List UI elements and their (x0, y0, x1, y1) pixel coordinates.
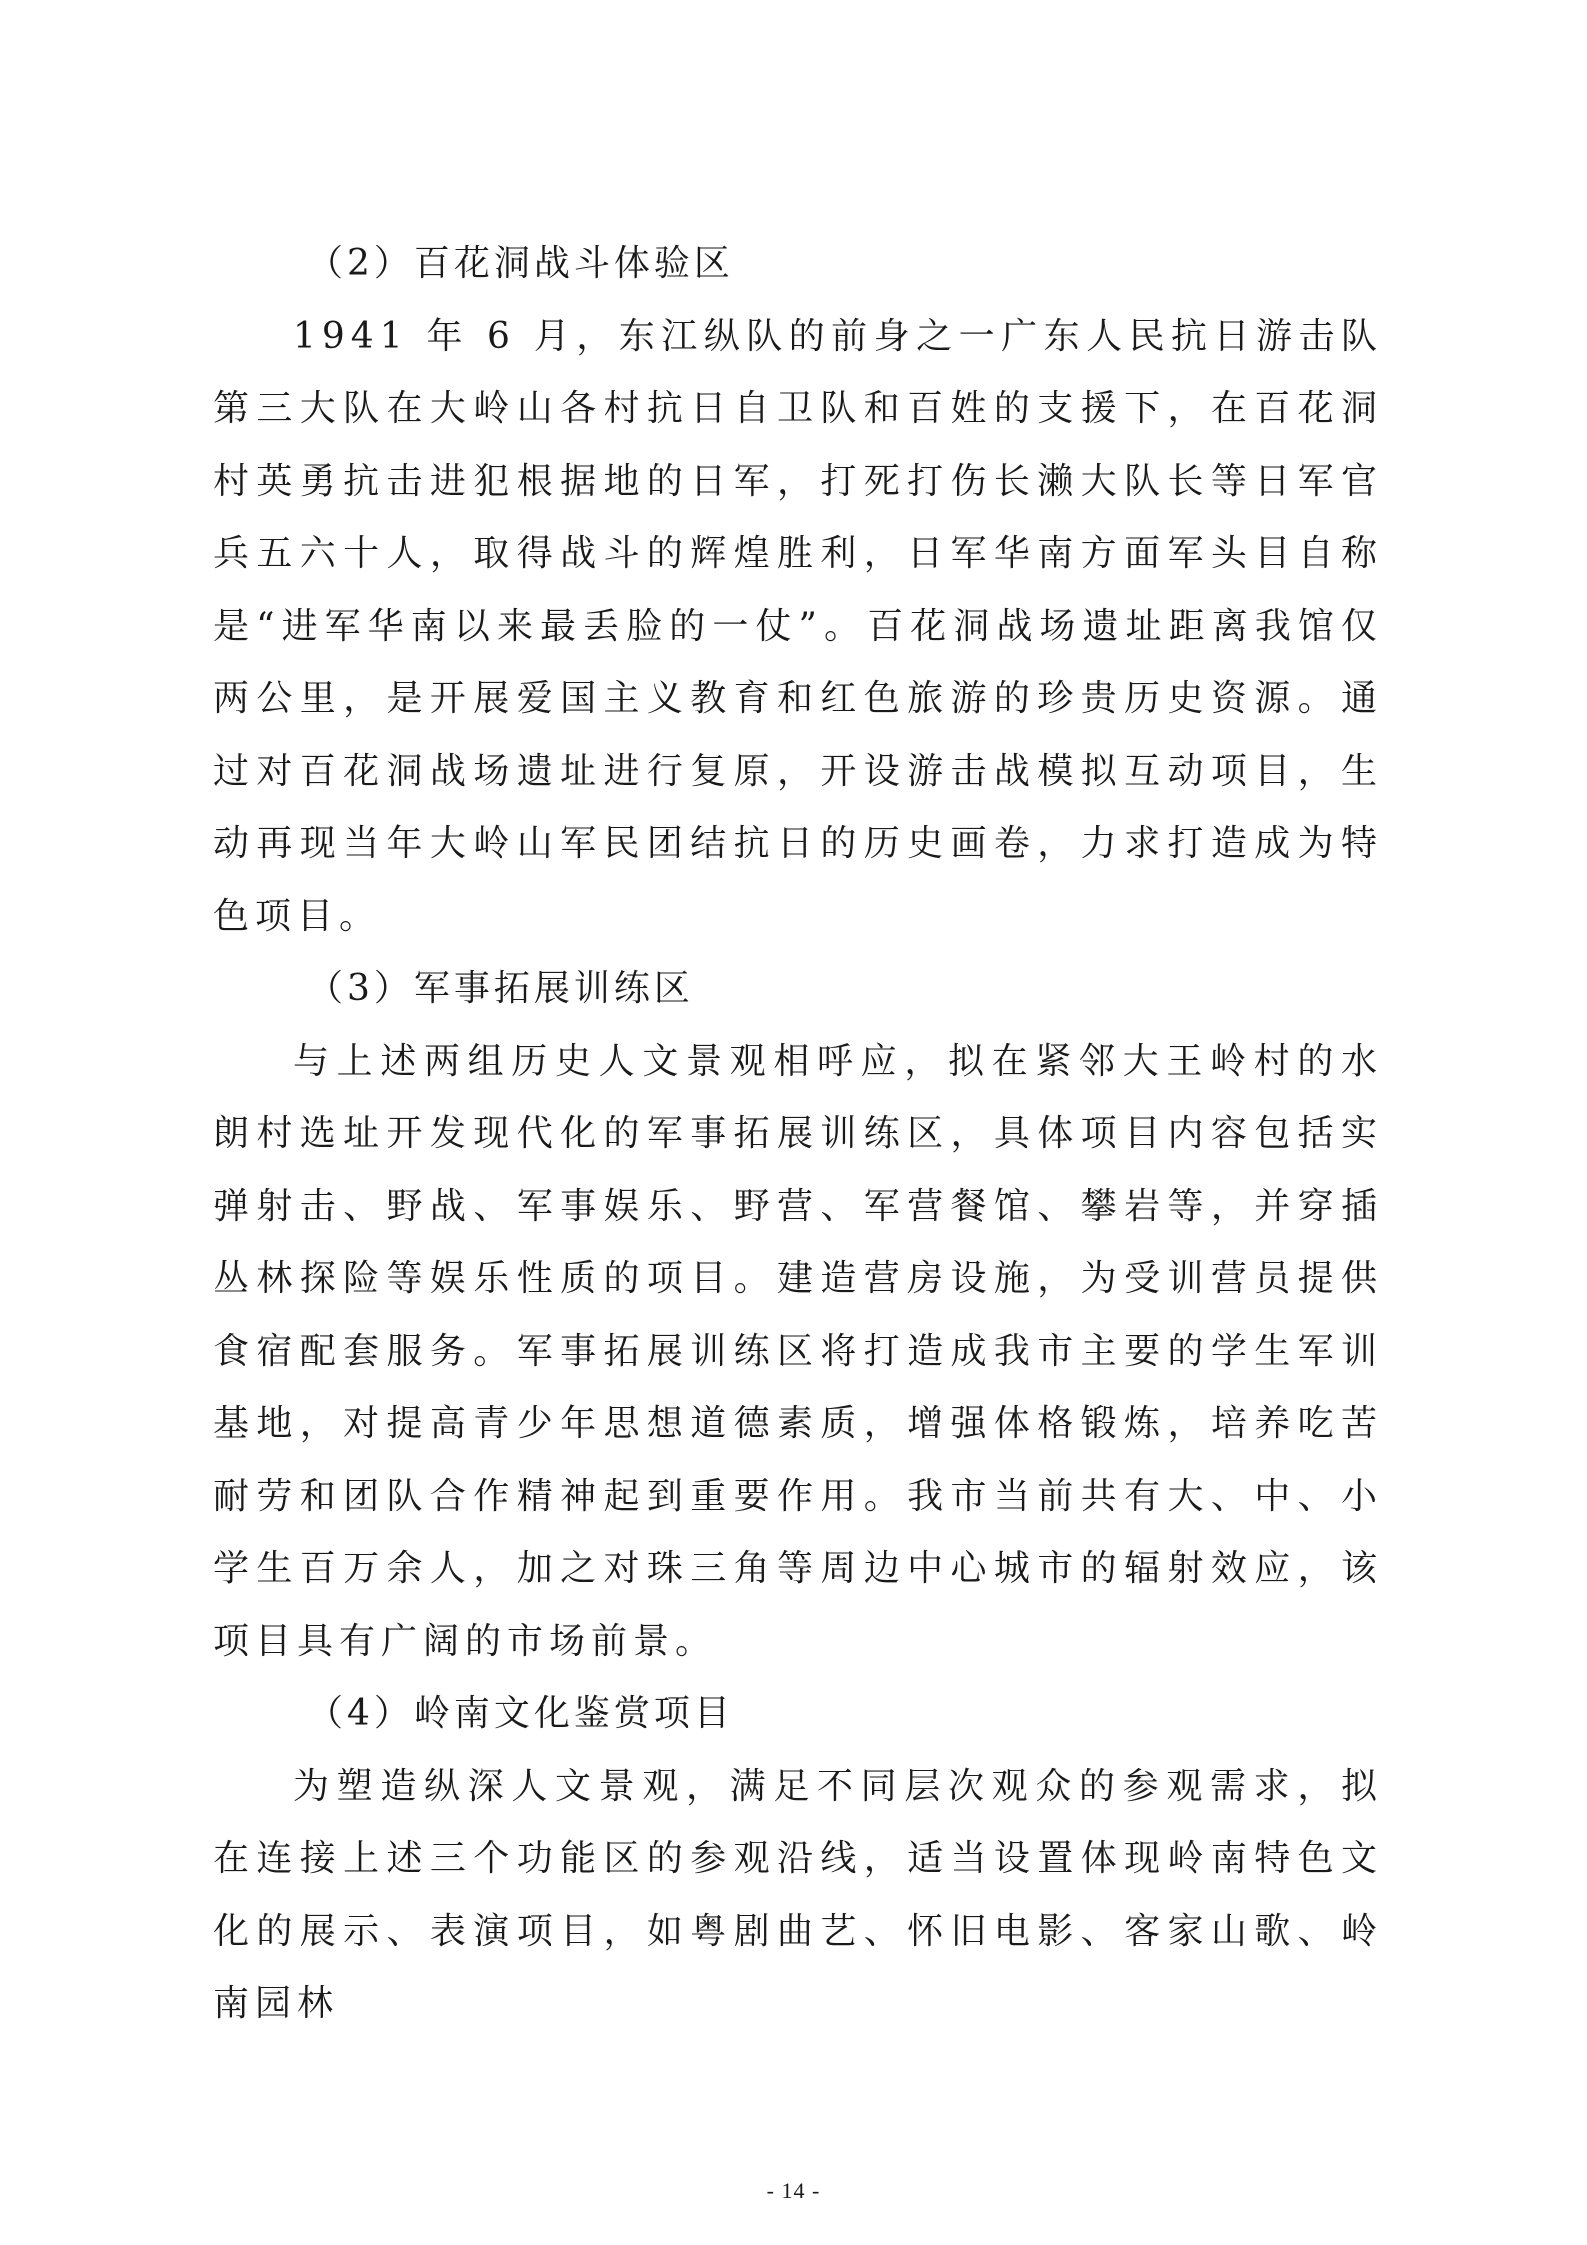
section-heading-2: （2）百花洞战斗体验区 (307, 243, 734, 284)
section-heading-3: （3）军事拓展训练区 (307, 968, 694, 1009)
section-paragraph-2: 1941 年 6 月，东江纵队的前身之一广东人民抗日游击队第三大队在大岭山各村抗日自卫队和百姓的支援下，在百花洞村英勇抗击进犯根据地的日军，打死打伤长濑大队长等日军官兵五六十人，取得战斗的辉煌胜利，日军华南方面军头目自称是“进军华南以来最丢脸的一仗”。百花洞战场遗址距离我馆仅两公里，是开展爱国主义教育和红色旅游的珍贵历史资源。通过对百花洞战场遗址进行复原，开设游击战模拟互动项目，生动再现当年大岭山军民团结抗日的历史画卷，力求打造成为特色项目。 (213, 315, 1383, 937)
page-number: - 14 - (766, 2178, 821, 2203)
section-paragraph-4: 为塑造纵深人文景观，满足不同层次观众的参观需求，拟在连接上述三个功能区的参观沿线，适当设置体现岭南特色文化的展示、表演项目，如粤剧曲艺、怀旧电影、客家山歌、岭南园林 (213, 1765, 1383, 2024)
document-body (213, 228, 1383, 2041)
section-heading-4: （4）岭南文化鉴赏项目 (307, 1693, 734, 1734)
section-paragraph-3: 与上述两组历史人文景观相呼应，拟在紧邻大王岭村的水朗村选址开发现代化的军事拓展训练区，具体项目内容包括实弹射击、野战、军事娱乐、野营、军营餐馆、攀岩等，并穿插丛林探险等娱乐性质的项目。建造营房设施，为受训营员提供食宿配套服务。军事拓展训练区将打造成我市主要的学生军训基地，对提高青少年思想道德素质，增强体格锻炼，培养吃苦耐劳和团队合作精神起到重要作用。我市当前共有大、中、小学生百万余人，加之对珠三角等周边中心城市的辐射效应，该项目具有广阔的市场前景。 (213, 1040, 1383, 1662)
